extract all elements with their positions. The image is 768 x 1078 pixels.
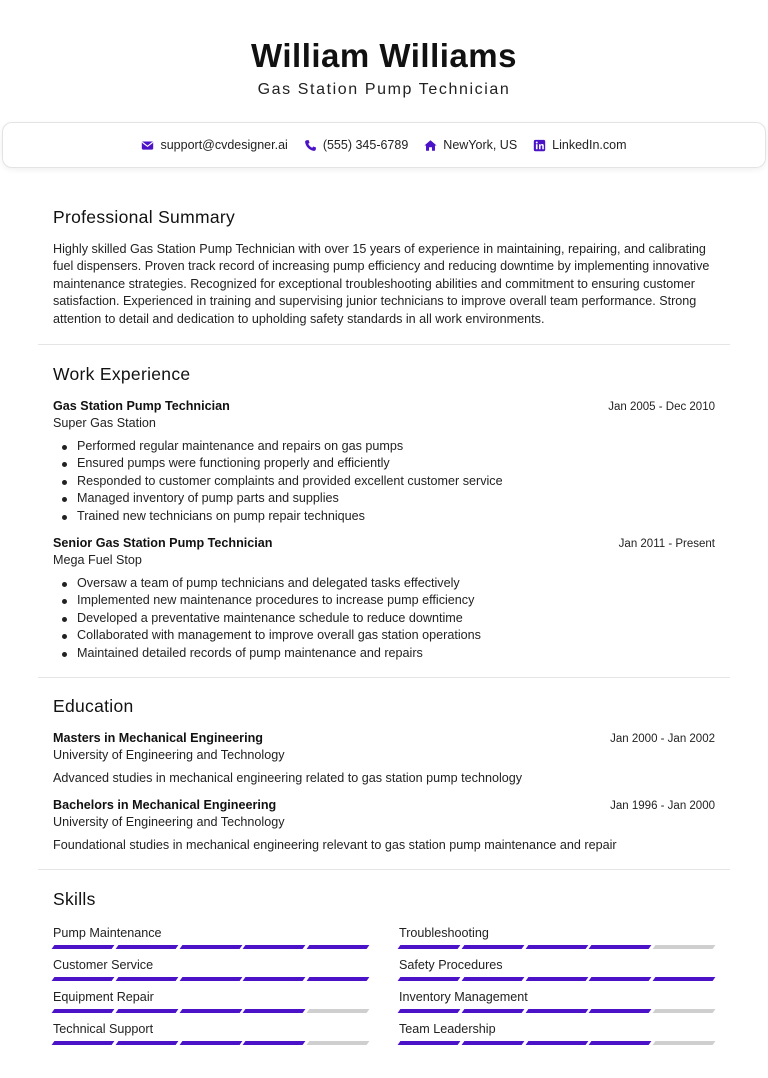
professional-summary-section bbox=[38, 192, 730, 345]
skill-level-bar bbox=[399, 1009, 714, 1013]
summary-text: Highly skilled Gas Station Pump Technician with over 15 years of experience in maintaining, repairing, and calibrating fuel dispensers. Proven track record of increasing pump efficiency and reducing downtime by implementing innovative maintenance strategies. Recognized for exceptional troubleshooting abilities and commitment to ensuring customer satisfaction. Experienced in training and supervising junior technicians to improve overall team performance. Strong attention to detail and dedication to upholding safety standards in all work environments. bbox=[53, 242, 710, 326]
skill-level-bar bbox=[399, 1041, 714, 1045]
skill-level-segment bbox=[589, 945, 652, 949]
skill-level-segment bbox=[525, 945, 588, 949]
contact-bar bbox=[2, 122, 766, 168]
skill-level-segment bbox=[52, 945, 115, 949]
skill-level-bar bbox=[53, 1041, 368, 1045]
skill-level-bar bbox=[53, 977, 368, 981]
skill-level-bar bbox=[399, 977, 714, 981]
skill-level-segment bbox=[115, 1041, 178, 1045]
skill-level-segment bbox=[461, 1041, 524, 1045]
job-dates: Jan 2005 - Dec 2010 bbox=[608, 401, 715, 414]
skill-name: Team Leadership bbox=[399, 1022, 496, 1037]
skill-level-segment bbox=[307, 1009, 370, 1013]
education-entry bbox=[53, 797, 715, 854]
list-item: Managed inventory of pump parts and supplies bbox=[53, 490, 715, 507]
skill-level-segment bbox=[179, 945, 242, 949]
skill-level-segment bbox=[243, 977, 306, 981]
job-entry bbox=[53, 398, 715, 525]
list-item: Maintained detailed records of pump maintenance and repairs bbox=[53, 645, 715, 662]
skills-section bbox=[38, 870, 730, 1045]
skill-level-segment bbox=[461, 977, 524, 981]
education-description: Foundational studies in mechanical engineering relevant to gas station pump maintenance and repair bbox=[53, 838, 617, 853]
list-item: Developed a preventative maintenance schedule to reduce downtime bbox=[53, 610, 715, 627]
skill-level-segment bbox=[243, 1009, 306, 1013]
skill-level-segment bbox=[525, 1009, 588, 1013]
skill-name: Inventory Management bbox=[399, 990, 528, 1005]
skill-level-segment bbox=[653, 977, 716, 981]
contact-linkedin-text: LinkedIn.com bbox=[552, 138, 627, 152]
education-dates: Jan 1996 - Jan 2000 bbox=[610, 800, 715, 813]
skill-level-segment bbox=[653, 1009, 716, 1013]
skill-level-segment bbox=[115, 945, 178, 949]
skill-level-segment bbox=[398, 977, 461, 981]
skill-level-segment bbox=[398, 1009, 461, 1013]
skill-item bbox=[53, 925, 368, 949]
skill-item bbox=[399, 925, 714, 949]
list-item: Collaborated with management to improve overall gas station operations bbox=[53, 627, 715, 644]
resume-body bbox=[38, 192, 730, 1045]
skill-item bbox=[53, 989, 368, 1013]
job-bullets bbox=[53, 438, 715, 525]
job-company: Super Gas Station bbox=[53, 416, 156, 431]
skill-level-segment bbox=[52, 1041, 115, 1045]
skill-name: Troubleshooting bbox=[399, 926, 489, 941]
skill-level-segment bbox=[589, 977, 652, 981]
skill-level-segment bbox=[115, 977, 178, 981]
list-item: Trained new technicians on pump repair techniques bbox=[53, 508, 715, 525]
skill-level-segment bbox=[461, 1009, 524, 1013]
education-description: Advanced studies in mechanical engineering related to gas station pump technology bbox=[53, 771, 523, 786]
skill-level-segment bbox=[653, 1041, 716, 1045]
school-name: University of Engineering and Technology bbox=[53, 815, 285, 830]
degree-title: Bachelors in Mechanical Engineering bbox=[53, 798, 277, 813]
education-dates: Jan 2000 - Jan 2002 bbox=[610, 733, 715, 746]
education-entry bbox=[53, 730, 715, 787]
skill-name: Customer Service bbox=[53, 958, 154, 973]
linkedin-icon bbox=[533, 139, 546, 152]
list-item: Implemented new maintenance procedures to increase pump efficiency bbox=[53, 592, 715, 609]
job-company: Mega Fuel Stop bbox=[53, 553, 142, 568]
list-item: Oversaw a team of pump technicians and delegated tasks effectively bbox=[53, 575, 715, 592]
contact-email-text: support@cvdesigner.ai bbox=[160, 138, 288, 152]
skill-level-segment bbox=[52, 977, 115, 981]
skill-level-segment bbox=[461, 945, 524, 949]
skill-level-segment bbox=[243, 945, 306, 949]
section-title: Skills bbox=[53, 889, 96, 910]
job-dates: Jan 2011 - Present bbox=[618, 538, 715, 551]
job-title: Gas Station Pump Technician bbox=[53, 399, 230, 414]
skill-level-bar bbox=[399, 945, 714, 949]
section-title: Work Experience bbox=[53, 364, 191, 385]
work-experience-section bbox=[38, 345, 730, 678]
contact-location bbox=[424, 138, 517, 152]
contact-email[interactable] bbox=[141, 138, 287, 152]
skill-level-segment bbox=[398, 1041, 461, 1045]
school-name: University of Engineering and Technology bbox=[53, 748, 285, 763]
skill-level-segment bbox=[525, 1041, 588, 1045]
contact-phone-text: (555) 345-6789 bbox=[322, 138, 409, 152]
education-section bbox=[38, 678, 730, 870]
skill-level-segment bbox=[589, 1041, 652, 1045]
skill-name: Technical Support bbox=[53, 1022, 154, 1037]
skill-level-segment bbox=[115, 1009, 178, 1013]
skill-name: Safety Procedures bbox=[399, 958, 503, 973]
skill-level-segment bbox=[52, 1009, 115, 1013]
skill-level-segment bbox=[179, 1041, 242, 1045]
skill-name: Pump Maintenance bbox=[53, 926, 162, 941]
skill-name: Equipment Repair bbox=[53, 990, 154, 1005]
contact-linkedin[interactable] bbox=[533, 138, 626, 152]
skill-item bbox=[399, 989, 714, 1013]
list-item: Performed regular maintenance and repairs on gas pumps bbox=[53, 438, 715, 455]
skill-level-segment bbox=[398, 945, 461, 949]
contact-phone[interactable] bbox=[304, 138, 408, 152]
skill-level-segment bbox=[525, 977, 588, 981]
job-entry bbox=[53, 535, 715, 662]
phone-icon bbox=[304, 139, 317, 152]
skill-level-segment bbox=[243, 1041, 306, 1045]
skills-grid bbox=[53, 925, 715, 1045]
section-title: Professional Summary bbox=[53, 207, 236, 227]
list-item: Ensured pumps were functioning properly and efficiently bbox=[53, 455, 715, 472]
candidate-title: Gas Station Pump Technician bbox=[257, 81, 511, 98]
contact-location-text: NewYork, US bbox=[443, 138, 518, 152]
skill-level-segment bbox=[307, 945, 370, 949]
degree-title: Masters in Mechanical Engineering bbox=[53, 731, 263, 746]
list-item: Responded to customer complaints and provided excellent customer service bbox=[53, 473, 715, 490]
skill-level-bar bbox=[53, 1009, 368, 1013]
home-icon bbox=[424, 139, 437, 152]
skill-item bbox=[399, 1021, 714, 1045]
section-title: Education bbox=[53, 696, 134, 717]
skill-level-segment bbox=[307, 1041, 370, 1045]
skill-item bbox=[399, 957, 714, 981]
skill-level-bar bbox=[53, 945, 368, 949]
skill-level-segment bbox=[179, 977, 242, 981]
job-bullets bbox=[53, 575, 715, 662]
skill-item bbox=[53, 1021, 368, 1045]
candidate-name: William Williams bbox=[251, 37, 517, 74]
skill-level-segment bbox=[307, 977, 370, 981]
skill-item bbox=[53, 957, 368, 981]
resume-header bbox=[0, 0, 768, 100]
skill-level-segment bbox=[589, 1009, 652, 1013]
skill-level-segment bbox=[653, 945, 716, 949]
job-title: Senior Gas Station Pump Technician bbox=[53, 536, 273, 551]
envelope-icon bbox=[141, 139, 154, 152]
skill-level-segment bbox=[179, 1009, 242, 1013]
